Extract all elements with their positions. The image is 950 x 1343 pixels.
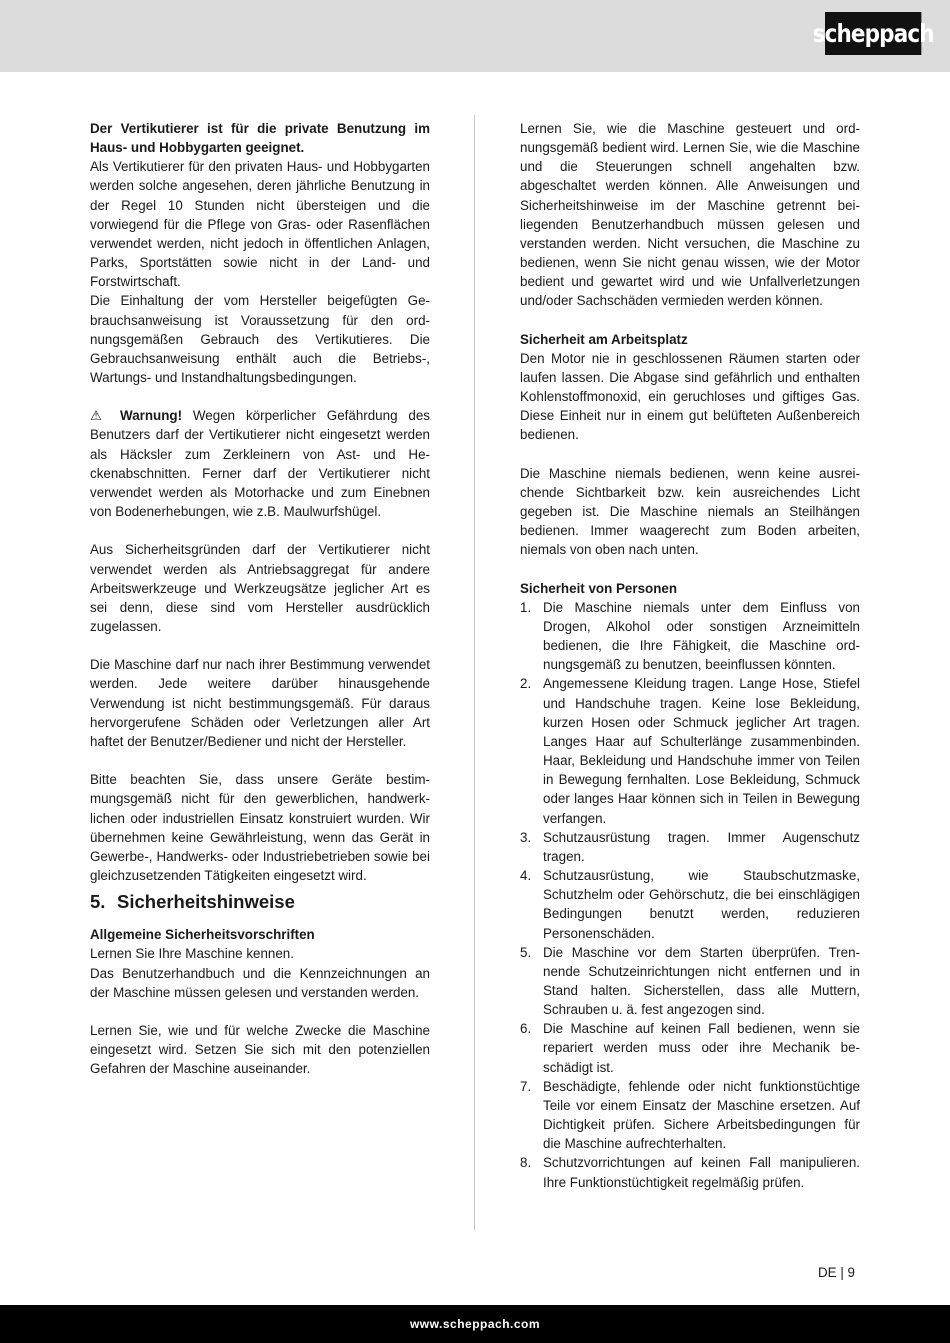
list-item: 5. Die Maschine vor dem Starten überprüfen. Trennende Schutzeinrichtungen nicht entfernen und in Stand halten. Sicherstellen, dass alle Muttern, Schrauben u. ä. fest angezogen sind.: [520, 944, 860, 1018]
general-line-1: Lernen Sie Ihre Maschine kennen.: [90, 946, 294, 962]
list-item: 2. Angemessene Kleidung tragen. Lange Hose, Stiefel und Handschuhe tragen. Keine lose Bekleidung, kurzen Hosen oder Schmuck jeglicher Art tragen. Langes Haar auf Schulterlänge zusammenbinden. Haar, Bekleidung und Handschuhe immer von Teilen in Bewegung fernhalten. Lose Bekleidung, Schmuck oder langes Haar können sich in Teilen in Bewegung verfangen.: [520, 676, 860, 826]
purpose-paragraph: Lernen Sie, wie und für welche Zwecke die Maschine eingesetzt wird. Setzen Sie sich mit den potenziellen Gefahren der Maschine auseinander.: [90, 1022, 430, 1077]
workplace-heading: Sicherheit am Arbeitsplatz: [520, 331, 688, 347]
general-line-2: Das Benutzerhandbuch und die Kennzeichnungen an der Maschine müssen gelesen und verstanden werden.: [90, 965, 430, 1000]
persons-list: [520, 598, 860, 1192]
header-bar: [0, 0, 950, 72]
warning-paragraph: [90, 406, 430, 521]
intended-use-paragraph: Die Maschine darf nur nach ihrer Bestimmung verwendet werden. Jede weitere darüber hinausgehende Verwendung ist nicht bestimmungsgemäß. Für daraus hervorgerufene Schäden oder Verletzungen aller Art haftet der Benutzer/Bediener und nicht der Hersteller.: [90, 657, 430, 749]
list-item: 4. Schutzausrüstung, wie Staubschutzmaske, Schutzhelm oder Gehörschutz, die bei einschlägigen Bedingungen benutzt werden, reduzieren Personenschäden.: [520, 868, 860, 941]
workplace-paragraph: Den Motor nie in geschlossenen Räumen starten oder laufen lassen. Die Abgase sind gefährlich und enthalten Kohlenstoffmonoxid, ein geruchloses und giftiges Gas. Diese Einheit nur in einem gut belüfteten Außenbereich bedienen.: [520, 350, 860, 443]
section-heading: [90, 885, 430, 919]
warning-label: Warnung!: [120, 408, 183, 424]
right-column: [520, 119, 860, 1192]
commercial-use-paragraph: Bitte beachten Sie, dass unsere Geräte bestimmungsgemäß nicht für den gewerblichen, handwerklichen oder industriellen Einsatz konstruiert wurden. Wir übernehmen keine Gewährleistung, wenn das Gerät in Gewerbe-, Handwerks- oder Industriebetrieben sowie bei gleichzusetzenden Tätigkeiten eingesetzt wird.: [90, 772, 430, 884]
column-divider: [474, 115, 475, 1230]
list-item: 3. Schutzausrüstung tragen. Immer Augenschutz tragen.: [520, 829, 860, 864]
manual-paragraph: Die Einhaltung der vom Hersteller beigefügten Gebrauchsanweisung ist Voraussetzung für den ordnungsgemäßen Gebrauch des Vertikutieres. Die Gebrauchsanweisung enthält auch die Betriebs-, Wartungs- und Instandhaltungsbedingungen.: [90, 293, 430, 386]
list-item: 1. Die Maschine niemals unter dem Einfluss von Drogen, Alkohol oder sonstigen Arzneimitteln bedienen, die Ihre Fähigkeit, die Maschine ordnungsgemäß zu benutzen, beeinflussen könnten.: [520, 599, 860, 673]
scheppach-logo: scheppach: [825, 12, 921, 55]
safety-reason-paragraph: Aus Sicherheitsgründen darf der Vertikutierer nicht verwendet werden als Antriebsaggregat für andere Arbeitswerkzeuge und Werkzeugsätze jeglicher Art es sei denn, diese sind vom Hersteller ausdrücklich zugelassen.: [90, 542, 430, 635]
visibility-paragraph: Die Maschine niemals bedienen, wenn keine ausreichende Sichtbarkeit bzw. kein ausreichendes Licht gegeben ist. Die Maschine niemals an Steilhängen bedienen. Immer waagerecht zum Boden arbeiten, niemals von oben nach unten.: [520, 465, 860, 558]
left-column: [90, 119, 430, 1078]
warning-text: Wegen körperlicher Gefährdung des Benutzers darf der Vertikutierer nicht eingesetzt werden als Häcksler zum Zerkleinern von Ast- und Heckenabschnitten. Ferner darf der Vertikutierer nicht verwendet werden als Motorhacke und zum Einebnen von Bodenerhebungen, wie z.B. Maulwurfshügel.: [90, 408, 430, 520]
list-item: 6. Die Maschine auf keinen Fall bedienen, wenn sie repariert werden muss oder ihre Mechanik beschädigt ist.: [520, 1021, 860, 1075]
persons-heading: Sicherheit von Personen: [520, 580, 678, 596]
general-safety-heading: Allgemeine Sicherheitsvorschriften: [90, 927, 315, 943]
list-item: 8. Schutzvorrichtungen auf keinen Fall manipulieren. Ihre Funktionstüchtigkeit regelmäßig prüfen.: [520, 1155, 860, 1190]
intro-paragraph: Als Vertikutierer für den privaten Haus- und Hobbygarten werden solche angesehen, deren jährliche Benutzung in der Regel 10 Stunden nicht übersteigen und die vorwiegend für die Pflege von Gras- oder Rasenflächen verwendet werden, nicht jedoch in öffentlichen Anlagen, Parks, Sportstätten sowie nicht in der Land- und Forstwirtschaft.: [90, 159, 430, 290]
page-number: DE | 9: [818, 1265, 855, 1280]
footer-url[interactable]: www.scheppach.com: [409, 1317, 541, 1331]
section-title: Sicherheitshinweise: [117, 891, 295, 913]
footer-bar: [0, 1305, 950, 1343]
section-number: 5.: [90, 891, 106, 913]
warning-triangle-icon: ⚠: [90, 408, 110, 424]
intro-heading: Der Vertikutierer ist für die private Benutzung im Haus- und Hobbygarten geeignet.: [90, 121, 430, 156]
control-paragraph: Lernen Sie, wie die Maschine gesteuert und ordnungsgemäß bedient wird. Lernen Sie, wie die Maschine und die Steuerungen schnell angehalten bzw. abgeschaltet werden können. Alle Anweisungen und Sicherheitshinweise im der Maschine getrennt beiliegenden Benutzerhandbuch müssen gelesen und verstanden werden. Nicht versuchen, die Maschine zu bedienen, wenn Sie nicht genau wissen, wie der Motor bedient und gewartet wird und wie Unfallverletzungen und/oder Sachschäden vermieden werden können.: [520, 121, 860, 309]
list-item: 7. Beschädigte, fehlende oder nicht funktionstüchtige Teile vor einem Einsatz der Maschine ersetzen. Auf Dichtigkeit prüfen. Sichere Arbeitsbedingungen für die Maschine aufrechterhalten.: [520, 1078, 860, 1152]
